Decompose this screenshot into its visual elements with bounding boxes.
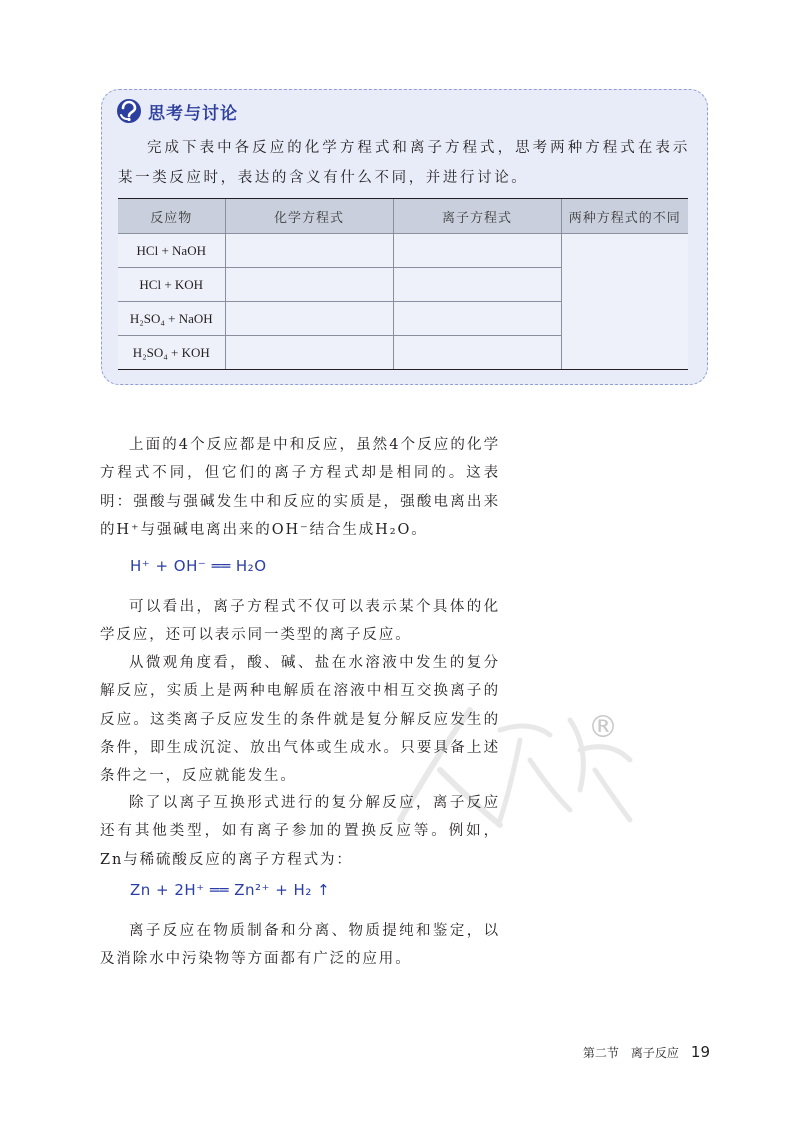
- discussion-header: [116, 97, 238, 125]
- reactant-cell: H₂SO₄ + NaOH: [118, 302, 225, 336]
- discussion-title: 思考与讨论: [148, 103, 238, 124]
- difference-cell[interactable]: [561, 234, 688, 370]
- reactant-cell: HCl + NaOH: [118, 234, 225, 268]
- paragraph-double-decomposition: 从微观角度看，酸、碱、盐在水溶液中发生的复分解反应，实质上是两种电解质在溶液中相互交换离子的反应。这类离子反应发生的条件就是复分解反应发生的条件，即生成沉淀、放出气体或生成水。只要具备上述条件之一，反应就能发生。: [100, 655, 500, 785]
- ionic-equation-cell[interactable]: [393, 268, 561, 302]
- chemical-equation-cell[interactable]: [225, 268, 393, 302]
- chemical-equation-cell[interactable]: [225, 336, 393, 370]
- formula-neutralization: H⁺ + OH⁻ ══ H₂O: [130, 557, 267, 575]
- discussion-icon: [116, 98, 142, 124]
- ionic-equation-cell[interactable]: [393, 336, 561, 370]
- page-footer: [583, 1043, 710, 1061]
- page-number: 19: [690, 1043, 710, 1061]
- table-header-difference: 两种方程式的不同: [561, 199, 688, 234]
- table-row: [118, 234, 688, 268]
- registered-mark: ®: [588, 710, 618, 745]
- discussion-intro: 完成下表中各反应的化学方程式和离子方程式，思考两种方程式在表示某一类反应时，表达的含义有什么不同，并进行讨论。: [118, 140, 690, 186]
- footer-section-title: 离子反应: [630, 1045, 679, 1060]
- table-header-reactants: 反应物: [118, 199, 225, 234]
- formula-zinc-acid: Zn + 2H⁺ ══ Zn²⁺ + H₂ ↑: [130, 881, 331, 899]
- paragraph-neutralization: 上面的4个反应都是中和反应，虽然4个反应的化学方程式不同，但它们的离子方程式却是相同的。这表明：强酸与强碱发生中和反应的实质是，强酸电离出来的H⁺与强碱电离出来的OH⁻结合生成H₂O。: [100, 437, 500, 538]
- table-header-row: [118, 199, 688, 234]
- table-header-chemical-equation: 化学方程式: [225, 199, 393, 234]
- footer-section: 第二节: [582, 1045, 619, 1060]
- paragraph-other-types: 除了以离子互换形式进行的复分解反应，离子反应还有其他类型，如有离子参加的置换反应等。例如，Zn与稀硫酸反应的离子方程式为：: [100, 795, 500, 868]
- paragraph-ionic-equation-meaning: 可以看出，离子方程式不仅可以表示某个具体的化学反应，还可以表示同一类型的离子反应。: [100, 599, 500, 644]
- ionic-equation-cell[interactable]: [393, 302, 561, 336]
- reactant-cell: H₂SO₄ + KOH: [118, 336, 225, 370]
- reactant-cell: HCl + KOH: [118, 268, 225, 302]
- equation-table: [118, 198, 688, 370]
- ionic-equation-cell[interactable]: [393, 234, 561, 268]
- chemical-equation-cell[interactable]: [225, 234, 393, 268]
- chemical-equation-cell[interactable]: [225, 302, 393, 336]
- table-header-ionic-equation: 离子方程式: [393, 199, 561, 234]
- paragraph-applications: 离子反应在物质制备和分离、物质提纯和鉴定，以及消除水中污染物等方面都有广泛的应用。: [100, 923, 500, 968]
